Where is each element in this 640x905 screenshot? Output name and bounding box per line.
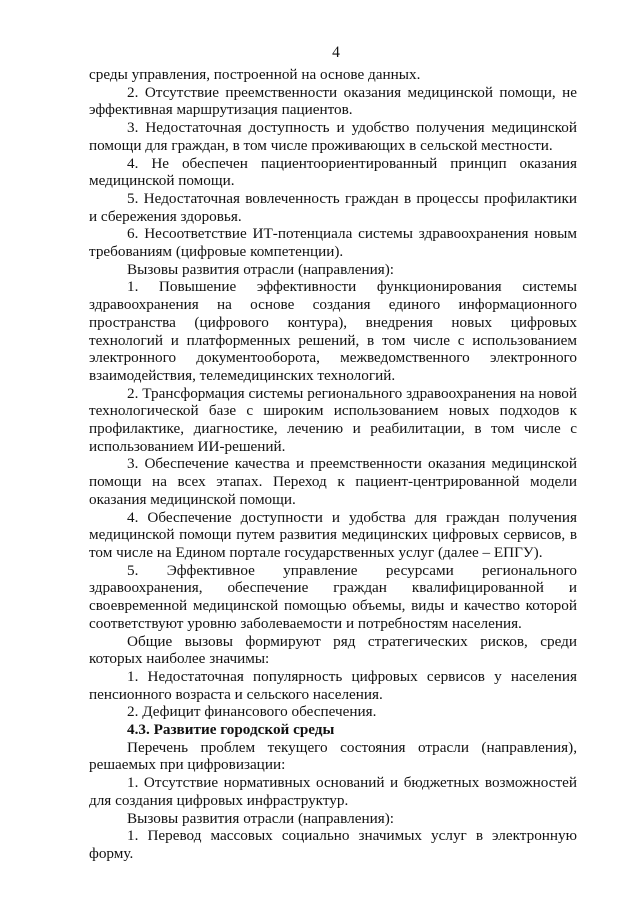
paragraph: 2. Отсутствие преемственности оказания медицинской помощи, не эффективная маршрутизация пациентов. xyxy=(89,83,577,119)
paragraph: Перечень проблем текущего состояния отрасли (направления), решаемых при цифровизации: xyxy=(89,738,577,774)
paragraph: 2. Дефицит финансового обеспечения. xyxy=(127,703,377,721)
document-body xyxy=(89,66,577,863)
section-heading: 4.3. Развитие городской среды xyxy=(127,721,335,739)
paragraph: Вызовы развития отрасли (направления): xyxy=(127,809,394,827)
paragraph: 4. Обеспечение доступности и удобства для граждан получения медицинской помощи путем развития медицинских цифровых сервисов, в том числе на Едином портале государственных услуг (далее – ЕПГУ). xyxy=(89,508,577,561)
paragraph: Вызовы развития отрасли (направления): xyxy=(127,260,394,278)
page-number: 4 xyxy=(332,44,340,61)
paragraph: 2. Трансформация системы регионального здравоохранения на новой технологической базе с широким использованием новых подходов к профилактике, диагностике, лечению и реабилитации, в том числе с использованием ИИ-решений. xyxy=(89,384,577,455)
paragraph: 4. Не обеспечен пациентоориентированный принцип оказания медицинской помощи. xyxy=(89,154,577,190)
paragraph: Общие вызовы формируют ряд стратегических рисков, среди которых наиболее значимы: xyxy=(89,632,577,668)
paragraph: 5. Недостаточная вовлеченность граждан в процессы профилактики и сбережения здоровья. xyxy=(89,189,577,225)
paragraph: 3. Недостаточная доступность и удобство получения медицинской помощи для граждан, в том числе проживающих в сельской местности. xyxy=(89,119,577,154)
paragraph: 1. Перевод массовых социально значимых услуг в электронную форму. xyxy=(89,827,577,862)
paragraph: 3. Обеспечение качества и преемственности оказания медицинской помощи на всех этапах. Переход к пациент-центрированной модели оказания медицинской помощи. xyxy=(89,455,577,508)
paragraph: 1. Отсутствие нормативных оснований и бюджетных возможностей для создания цифровых инфраструктур. xyxy=(89,774,577,809)
paragraph: 5. Эффективное управление ресурсами регионального здравоохранения, обеспечение граждан квалифицированной и своевременной медицинской помощью объемы, виды и качество которой соответствуют уровню заболеваемости и потребностям населения. xyxy=(89,561,577,632)
paragraph: среды управления, построенной на основе данных. xyxy=(89,66,421,83)
paragraph: 1. Недостаточная популярность цифровых сервисов у населения пенсионного возраста и сельского населения. xyxy=(89,667,577,703)
paragraph: 1. Повышение эффективности функционирования системы здравоохранения на основе создания единого информационного пространства (цифрового контура), внедрения новых цифровых технологий и платформенных решений, в том числе с использованием электронного документооборота, межведомственного электронного взаимодействия, телемедицинских технологий. xyxy=(89,278,577,384)
paragraph: 6. Несоответствие ИТ-потенциала системы здравоохранения новым требованиям (цифровые компетенции). xyxy=(89,225,577,261)
